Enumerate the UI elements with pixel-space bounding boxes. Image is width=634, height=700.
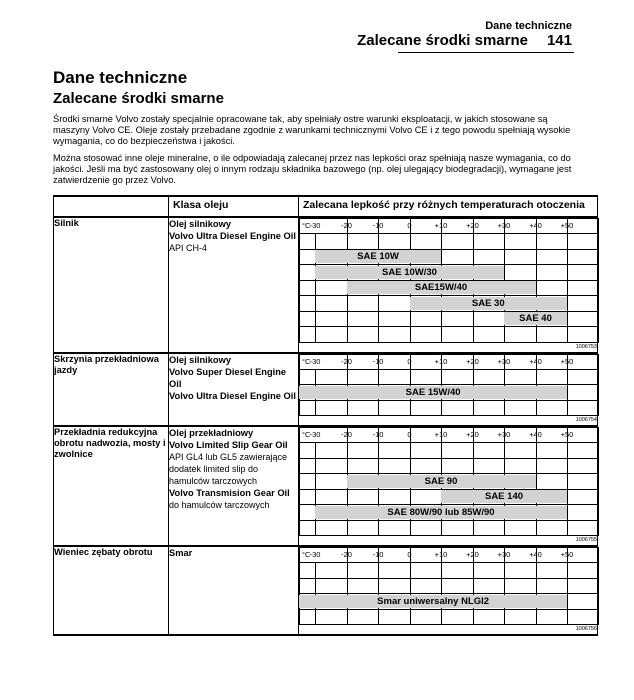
grid-line-horizontal: [300, 326, 598, 327]
temp-tick-label: +10: [434, 550, 448, 559]
component-cell: Wieniec zębaty obrotu: [54, 546, 169, 635]
grid-line-vertical: [536, 548, 537, 624]
table-row: [54, 353, 598, 427]
temp-tick-label: 0: [407, 430, 412, 439]
oil-class-line: Volvo Ultra Diesel Engine Oil: [169, 231, 296, 241]
table-row: [54, 426, 598, 546]
oil-class-line: Volvo Limited Slip Gear Oil: [169, 440, 288, 450]
temp-tick-label: +50: [560, 221, 574, 230]
viscosity-cell: [299, 353, 598, 427]
header-section: Dane techniczne: [485, 20, 572, 32]
viscosity-cell: [299, 217, 598, 353]
temp-tick-label: 0: [407, 356, 412, 366]
component-cell: Silnik: [54, 217, 169, 353]
viscosity-bar: SAE 90: [347, 475, 536, 488]
temp-tick-label: +40: [529, 550, 542, 559]
temp-tick-label: +20: [466, 356, 479, 366]
viscosity-chart: [299, 547, 599, 625]
temp-tick-label: +50: [560, 430, 574, 439]
chart-code: 1006754: [575, 417, 597, 423]
temp-tick-label: +40: [529, 221, 542, 230]
viscosity-chart: [299, 427, 599, 536]
viscosity-bar: SAE 10W/30: [315, 266, 504, 279]
table-body: [54, 217, 598, 635]
temp-tick-label: +30: [497, 356, 511, 366]
oil-class-line: Olej silnikowy: [169, 219, 232, 229]
grid-line-vertical: [567, 548, 568, 624]
temp-tick-label: +40: [529, 430, 542, 439]
grid-line-horizontal: [300, 562, 598, 563]
temp-unit-label: °C: [302, 550, 311, 559]
temp-tick-label: 0: [407, 550, 412, 559]
oil-class-line: Volvo Super Diesel Engine Oil: [169, 366, 287, 389]
temp-tick-label: 0: [407, 221, 412, 230]
oil-class-cell: [169, 353, 299, 427]
header-viscosity: Zalecana lepkość przy różnych temperaturach otoczenia: [299, 196, 598, 217]
grid-line-vertical: [378, 548, 379, 624]
temp-tick-label: -30: [309, 430, 321, 439]
viscosity-bar: SAE 40: [504, 312, 567, 325]
temp-tick-label: +10: [434, 356, 448, 366]
viscosity-bar: SAE 30: [410, 297, 568, 310]
temp-tick-label: -10: [372, 430, 384, 439]
viscosity-bar: SAE 15W/40: [299, 386, 567, 399]
grid-line-horizontal: [300, 520, 598, 521]
oil-class-line: Volvo Ultra Diesel Engine Oil: [169, 390, 296, 401]
page-subtitle: Zalecane środki smarne: [53, 90, 224, 107]
viscosity-bar: Smar uniwersalny NLGI2: [299, 595, 567, 608]
oil-class-line: Olej przekładniowy: [169, 428, 254, 438]
temp-tick-label: -10: [372, 356, 384, 366]
temp-tick-label: +30: [497, 550, 511, 559]
header-rule: [398, 52, 574, 53]
header-title: Zalecane środki smarne: [357, 32, 528, 49]
grid-line-vertical: [504, 548, 505, 624]
grid-line-horizontal: [300, 442, 598, 443]
header-oil-class: Klasa oleju: [169, 196, 299, 217]
lubricants-table: [53, 195, 598, 636]
temp-tick-label: +30: [497, 430, 511, 439]
note-paragraph: Można stosować inne oleje mineralne, o ile odpowiadają zalecanej przez nas lepkości oraz spełniają nasze wymagania, co do jakości. Jeśli ma być zastosowany olej o innym rodzaju składnika bazowego (np. olej ulegający biodegradacji), wymagane jest zatwierdzenie go przez Volvo.: [53, 153, 572, 186]
oil-class-cell: [169, 426, 299, 546]
page-number: 141: [546, 32, 572, 49]
temp-tick-label: +40: [529, 356, 542, 366]
chart-code: 1006755: [575, 537, 597, 543]
temp-tick-label: -20: [341, 356, 352, 366]
temp-tick-label: +20: [466, 430, 479, 439]
grid-line-horizontal: [300, 578, 598, 579]
grid-line-horizontal: [300, 609, 598, 610]
temp-tick-label: +30: [497, 221, 511, 230]
grid-line-vertical: [347, 548, 348, 624]
temp-unit-label: °C: [302, 221, 311, 230]
chart-code: 1006756: [575, 626, 597, 632]
header-component: [54, 196, 169, 217]
temp-tick-label: +50: [560, 356, 574, 366]
oil-class-line: Volvo Transmision Gear Oil: [169, 488, 290, 498]
oil-class-line: Olej silnikowy: [169, 354, 232, 365]
viscosity-bar: SAE 10W: [315, 250, 441, 263]
temp-unit-label: °C: [302, 356, 311, 366]
grid-line-horizontal: [300, 369, 598, 370]
temp-tick-label: -20: [341, 550, 352, 559]
viscosity-chart: [299, 218, 599, 343]
oil-class-line: API CH-4: [169, 243, 208, 253]
grid-line-vertical: [410, 548, 411, 624]
temp-tick-label: +10: [434, 430, 448, 439]
viscosity-bar: SAE 80W/90 lub 85W/90: [315, 506, 567, 519]
temp-tick-label: +20: [466, 221, 479, 230]
temp-tick-label: -30: [309, 550, 321, 559]
component-cell: Przekładnia redukcyjna obrotu nadwozia, mosty i zwolnice: [54, 426, 169, 546]
grid-line-vertical: [441, 548, 442, 624]
grid-line-horizontal: [300, 458, 598, 459]
grid-line-horizontal: [300, 233, 598, 234]
temp-tick-label: +20: [466, 550, 479, 559]
temp-tick-label: -10: [372, 550, 384, 559]
viscosity-bar: SAE 140: [441, 490, 567, 503]
temp-tick-label: +50: [560, 550, 574, 559]
temp-tick-label: -30: [309, 356, 321, 366]
chart-code: 1006753: [575, 343, 597, 350]
viscosity-bar: SAE15W/40: [347, 281, 536, 294]
temp-tick-label: -30: [309, 221, 321, 230]
table-row: [54, 546, 598, 635]
temp-tick-label: -20: [341, 221, 352, 230]
intro-paragraph: Środki smarne Volvo zostały specjalnie opracowane tak, aby spełniały ostre warunki eksploatacji, w jakich stosowane są maszyny Volvo CE. Oleje zostały przebadane zgodnie z warunkami technicznymi Volvo CE i z tego powodu spełniają wysokie wymagania, co do bezpieczeństwa i jakości.: [53, 114, 571, 147]
table-row: [54, 217, 598, 353]
viscosity-cell: [299, 426, 598, 546]
oil-class-line: API GL4 lub GL5 zawierające dodatek limited slip do hamulców tarczowych: [169, 452, 288, 486]
temp-unit-label: °C: [302, 430, 311, 439]
oil-class-cell: [169, 217, 299, 353]
oil-class-line: Smar: [169, 548, 193, 558]
grid-line-vertical: [473, 548, 474, 624]
viscosity-cell: [299, 546, 598, 635]
component-cell: Skrzynia przekładniowa jazdy: [54, 353, 169, 427]
page-title: Dane techniczne: [53, 68, 188, 87]
table-header-row: [54, 196, 598, 217]
grid-line-horizontal: [300, 400, 598, 401]
viscosity-chart: [299, 354, 599, 417]
oil-class-line: do hamulców tarczowych: [169, 500, 270, 510]
oil-class-cell: [169, 546, 299, 635]
temp-tick-label: +10: [434, 221, 448, 230]
temp-tick-label: -10: [372, 221, 384, 230]
temp-tick-label: -20: [341, 430, 352, 439]
